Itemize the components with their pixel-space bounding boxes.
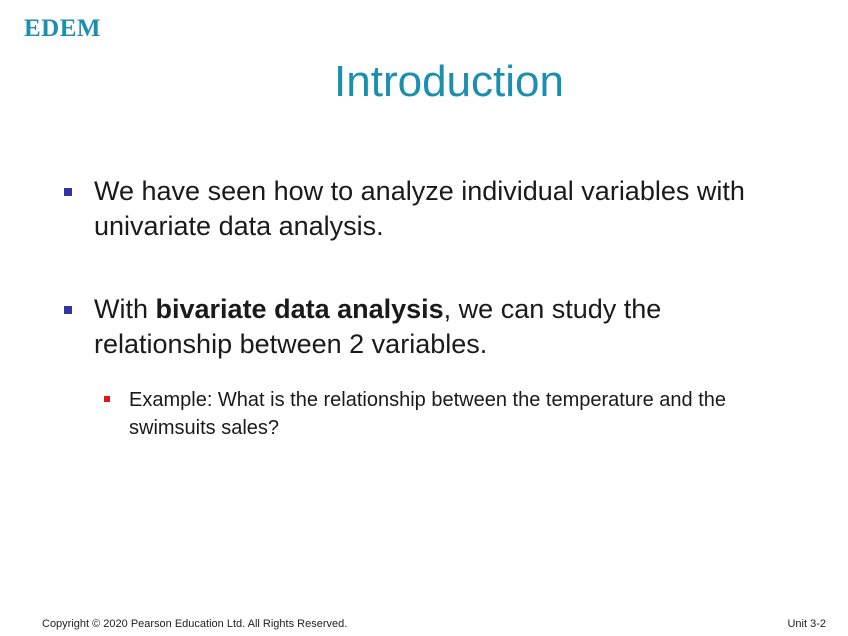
bullet-text-prefix: With [94, 294, 156, 324]
bullet-item-univariate [64, 174, 804, 244]
slide-title: Introduction [334, 57, 564, 106]
bullet-text: We have seen how to analyze individual variables with univariate data analysis. [94, 176, 745, 241]
sub-bullet-item-example [104, 386, 779, 442]
bullet-text-suffix: , we can study the relationship between 2 variables. [94, 294, 662, 359]
bullet-item-bivariate [64, 292, 804, 362]
bullet-text-bold: bivariate data analysis [155, 294, 444, 324]
bullet-list [64, 174, 804, 442]
slide-number: Unit 3-2 [787, 618, 826, 630]
square-sub-bullet-icon [104, 396, 110, 402]
edem-logo: EDEM [24, 15, 101, 42]
sub-bullet-text: Example: What is the relationship between the temperature and the swimsuits sales? [129, 389, 727, 439]
copyright-notice: Copyright © 2020 Pearson Education Ltd. All Rights Reserved. [42, 618, 348, 630]
square-bullet-icon [64, 188, 72, 196]
square-bullet-icon [64, 306, 72, 314]
